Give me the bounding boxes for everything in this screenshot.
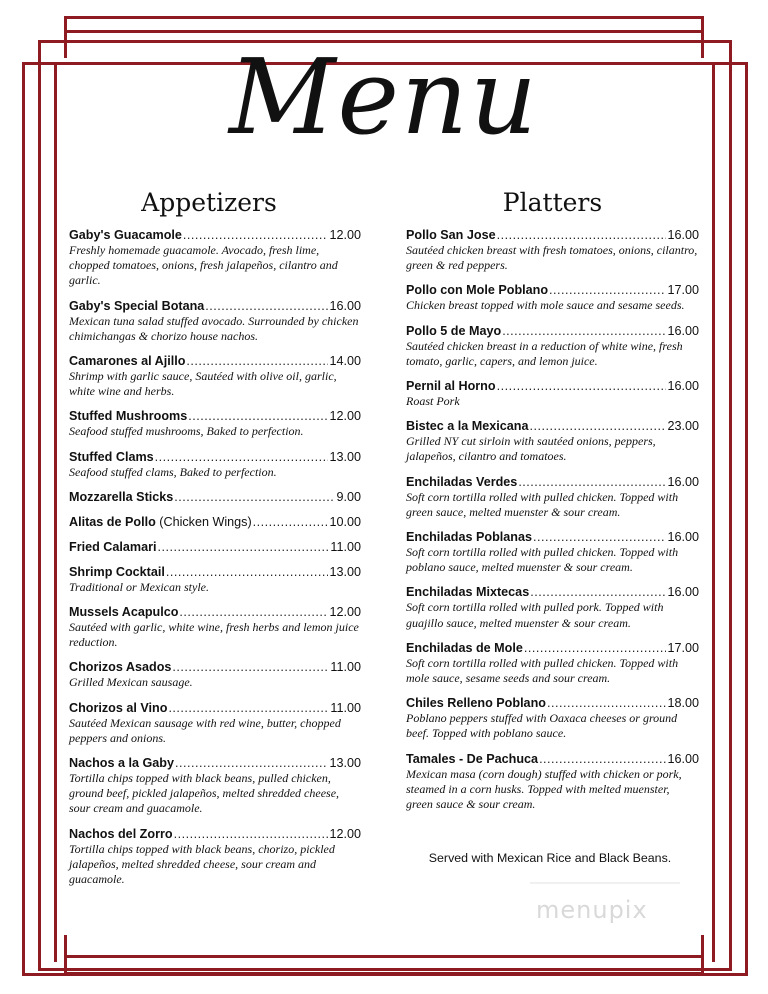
menu-item-name: Enchiladas de Mole: [406, 640, 523, 655]
menu-item-description: Shrimp with garlic sauce, Sautéed with olive oil, garlic, white wine and herbs.: [69, 369, 337, 399]
menu-item-price: 13.00: [329, 449, 361, 464]
appetizers-heading: Appetizers: [141, 188, 277, 217]
menu-item-price: 17.00: [667, 283, 699, 298]
menu-item-price: 17.00: [667, 640, 699, 655]
menu-item: [406, 585, 699, 630]
dot-leader: [158, 540, 330, 555]
menu-item-line: [69, 701, 361, 716]
dot-leader: [524, 641, 667, 656]
frame-line-left: [54, 62, 57, 962]
dot-leader: [205, 299, 328, 314]
menu-item-line: [69, 660, 361, 675]
frame-line-right: [712, 62, 715, 962]
frame-line-top: [64, 30, 704, 33]
menu-item-price: 16.00: [667, 228, 699, 242]
dot-leader: [502, 324, 666, 339]
menu-item-description: Soft corn tortilla rolled with pulled pork. Topped with guajillo sauce, melted muenster & sour cream.: [406, 600, 664, 630]
watermark: menupix: [536, 896, 648, 924]
menu-item: [406, 228, 699, 273]
menu-item: [69, 409, 361, 439]
menu-item-line: [406, 752, 699, 767]
menu-item: [69, 827, 361, 888]
menu-item: [406, 641, 699, 686]
menu-item-name: Chorizos Asados: [69, 660, 172, 675]
menu-item-name: Tamales - De Pachuca: [406, 751, 539, 766]
dot-leader: [530, 585, 666, 600]
dot-leader: [174, 827, 329, 842]
menu-item-line: [69, 409, 361, 424]
menu-item: [406, 530, 699, 575]
dot-leader: [497, 379, 667, 394]
appetizers-column: [69, 188, 361, 897]
menu-item-description: Sautéed chicken breast with fresh tomatoes, onions, cilantro, green & red peppers.: [406, 243, 698, 273]
menu-item-description: Soft corn tortilla rolled with pulled chicken. Topped with poblano sauce, melted muenster & sour cream.: [406, 545, 679, 575]
dot-leader: [166, 565, 329, 580]
menu-item-description: Sautéed with garlic, white wine, fresh herbs and lemon juice reduction.: [69, 620, 359, 650]
dot-leader: [179, 605, 328, 620]
menu-item-name: Bistec a la Mexicana: [406, 419, 529, 434]
menu-item-line: [69, 515, 361, 530]
menu-item-price: 11.00: [330, 539, 361, 554]
dot-leader: [530, 419, 667, 434]
menu-item-price: 16.00: [667, 530, 699, 545]
menu-item-line: [69, 228, 361, 243]
menu-item-price: 12.00: [329, 605, 361, 620]
menu-item-name: Chorizos al Vino: [69, 700, 168, 715]
menu-title: Menu: [229, 36, 539, 158]
menu-item-line: [406, 475, 699, 490]
menu-item-price: 12.00: [329, 826, 361, 841]
menu-item: [69, 605, 361, 650]
menu-item: [69, 540, 361, 555]
dot-leader: [172, 660, 329, 675]
dot-leader: [253, 515, 329, 530]
menu-item-name: Pollo San Jose: [406, 228, 496, 242]
menu-item-line: [406, 585, 699, 600]
menu-item: [69, 299, 361, 344]
platters-column: [406, 188, 699, 822]
menu-item-line: [406, 283, 699, 298]
dot-leader: [547, 696, 667, 711]
menu-item-price: 9.00: [336, 489, 361, 504]
menu-item-price: 18.00: [667, 696, 699, 711]
menu-item-line: [69, 299, 361, 314]
menu-item-line: [406, 419, 699, 434]
menu-item-line: [69, 565, 361, 580]
dot-leader: [155, 450, 329, 465]
menu-item-price: 11.00: [330, 700, 361, 715]
menu-item-name: Shrimp Cocktail: [69, 564, 165, 579]
dot-leader: [518, 475, 666, 490]
dot-leader: [533, 530, 667, 545]
menu-item: [406, 419, 699, 464]
menu-item-name: Gaby's Special Botana: [69, 298, 205, 313]
menu-item: [406, 283, 699, 313]
menu-item-description: Seafood stuffed mushrooms, Baked to perfection.: [69, 424, 304, 439]
menu-item-price: 16.00: [667, 474, 699, 489]
dot-leader: [539, 752, 666, 767]
menu-item-line: [69, 450, 361, 465]
menu-item-name: Nachos a la Gaby: [69, 756, 174, 771]
menu-item-price: 10.00: [329, 514, 361, 529]
menu-item-line: [69, 490, 361, 505]
dot-leader: [183, 228, 329, 243]
menu-item-description: Chicken breast topped with mole sauce and sesame seeds.: [406, 298, 685, 313]
menu-item-description: Mexican masa (corn dough) stuffed with chicken or pork, steamed in a corn husks. Topped with melted muenster, green sauce & sour cream.: [406, 766, 682, 812]
dot-leader: [186, 354, 328, 369]
menu-item-description: Traditional or Mexican style.: [69, 579, 209, 594]
menu-item-price: 16.00: [667, 751, 699, 766]
watermark-rule: [530, 882, 680, 884]
menu-item-line: [406, 696, 699, 711]
menu-item-line: [406, 379, 699, 394]
menu-item-description: Soft corn tortilla rolled with pulled chicken. Topped with mole sauce, sesame seeds and sour cream.: [406, 655, 679, 686]
menu-item-description: Poblano peppers stuffed with Oaxaca cheeses or ground beef. Topped with poblano sauce.: [406, 711, 678, 741]
menu-item: [406, 379, 699, 409]
menu-item: [69, 450, 361, 480]
menu-item-name: Alitas de Pollo (Chicken Wings): [69, 514, 252, 529]
menu-item: [406, 475, 699, 520]
menu-item-price: 12.00: [329, 409, 361, 424]
menu-item-name: Pernil al Horno: [406, 379, 496, 394]
bottom-band-frame: [64, 935, 704, 975]
menu-item-note: (Chicken Wings): [155, 514, 252, 529]
menu-item-name: Fried Calamari: [69, 539, 157, 554]
menu-item-price: 16.00: [667, 323, 699, 338]
menu-item-name: Gaby's Guacamole: [69, 228, 182, 242]
menu-item-name: Enchiladas Poblanas: [406, 530, 532, 545]
menu-item-line: [69, 827, 361, 842]
menu-item-name: Chiles Relleno Poblano: [406, 696, 546, 711]
menu-item-line: [406, 530, 699, 545]
menu-item: [69, 228, 361, 289]
menu-item-price: 16.00: [329, 298, 361, 313]
menu-item-name: Mozzarella Sticks: [69, 489, 174, 504]
menu-item: [69, 660, 361, 690]
menu-item-name: Pollo 5 de Mayo: [406, 323, 502, 338]
menu-item-name: Pollo con Mole Poblano: [406, 283, 549, 298]
platters-list: [406, 228, 699, 812]
menu-item-line: [69, 354, 361, 369]
menu-item-name: Enchiladas Verdes: [406, 474, 518, 489]
menu-item-name: Nachos del Zorro: [69, 826, 173, 841]
menu-item-name: Stuffed Clams: [69, 449, 154, 464]
menu-item-description: Grilled NY cut sirloin with sautéed onions, peppers, jalapeños, cilantro and tomatoes.: [406, 434, 656, 464]
menu-item-name: Stuffed Mushrooms: [69, 409, 188, 424]
menu-item: [69, 354, 361, 399]
menu-item: [406, 752, 699, 813]
dot-leader: [174, 490, 335, 505]
menu-item-line: [69, 605, 361, 620]
menu-item-description: Mexican tuna salad stuffed avocado. Surrounded by chicken chimichangas & chorizo house nachos.: [69, 313, 359, 343]
menu-item-description: Sautéed Mexican sausage with red wine, butter, chopped peppers and onions.: [69, 715, 341, 745]
menu-item-name: Camarones al Ajillo: [69, 354, 186, 369]
menu-item-description: Sautéed chicken breast in a reduction of white wine, fresh tomato, garlic, capers, and lemon juice.: [406, 338, 683, 368]
dot-leader: [188, 409, 328, 424]
menu-item: [69, 701, 361, 746]
menu-item-line: [406, 324, 699, 339]
menu-item-description: Tortilla chips topped with black beans, pulled chicken, ground beef, pickled jalapeños, melted shredded cheese, sour cream and guacamole.: [69, 771, 340, 816]
menu-item-description: Roast Pork: [406, 394, 460, 409]
menu-item-price: 16.00: [667, 379, 699, 394]
menu-item-price: 14.00: [329, 354, 361, 369]
menu-item-name: Enchiladas Mixtecas: [406, 585, 530, 600]
menu-item: [69, 515, 361, 530]
menu-item-price: 23.00: [667, 419, 699, 434]
menu-item-description: Soft corn tortilla rolled with pulled chicken. Topped with green sauce, melted muenster & sour cream.: [406, 489, 679, 519]
appetizers-list: [69, 228, 361, 887]
menu-item-line: [69, 756, 361, 771]
menu-item-description: Tortilla chips topped with black beans, chorizo, pickled jalapeños, melted shredded cheese, sour cream and guacamole.: [69, 841, 335, 887]
menu-item-description: Grilled Mexican sausage.: [69, 675, 193, 690]
menu-item: [406, 324, 699, 369]
menu-item-price: 13.00: [329, 756, 361, 771]
menu-item-line: [406, 641, 699, 656]
menu-item-line: [69, 540, 361, 555]
menu-item: [69, 756, 361, 817]
dot-leader: [168, 701, 329, 716]
menu-item: [69, 565, 361, 595]
menu-item: [406, 696, 699, 741]
menu-item-price: 16.00: [667, 585, 699, 600]
dot-leader: [175, 756, 328, 771]
platters-heading: Platters: [502, 188, 603, 217]
menu-item-price: 11.00: [330, 660, 361, 675]
menu-item-line: [406, 228, 699, 243]
menu-item-name: Mussels Acapulco: [69, 605, 179, 620]
menu-item-price: 13.00: [329, 564, 361, 579]
menu-item: [69, 490, 361, 505]
dot-leader: [497, 228, 667, 243]
menu-item-price: 12.00: [329, 228, 361, 242]
dot-leader: [549, 283, 666, 298]
menu-item-description: Seafood stuffed clams, Baked to perfection.: [69, 464, 277, 479]
menu-item-description: Freshly homemade guacamole. Avocado, fresh lime, chopped tomatoes, onions, fresh jalapeños, cilantro and garlic.: [69, 243, 338, 288]
footer-note: Served with Mexican Rice and Black Beans.: [428, 851, 672, 865]
